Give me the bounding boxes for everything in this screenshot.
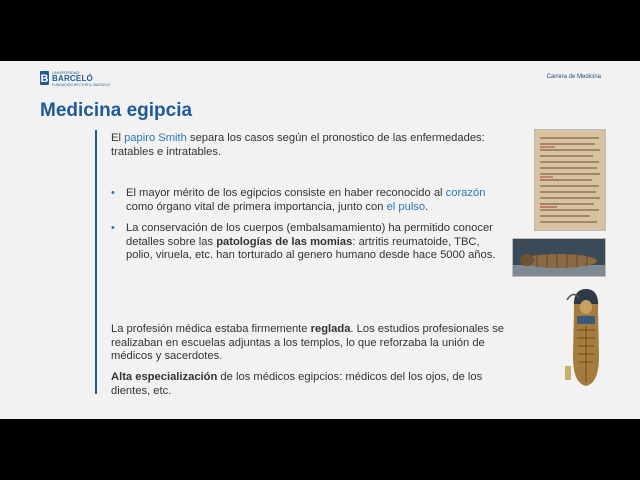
specialization-paragraph bbox=[111, 371, 516, 398]
logo-small-text: UNIVERSIDAD bbox=[52, 70, 80, 75]
text-segment: El mayor mérito de los egipcios consiste en haber reconocido al bbox=[126, 187, 446, 199]
logo-sub-text: FUNDACIÓN HÉCTOR A. BARCELÓ bbox=[52, 83, 111, 87]
highlight-papiro: papiro Smith bbox=[124, 132, 187, 144]
text-segment: de los médicos egipcios: médicos del los ojos, de los dientes, etc. bbox=[111, 371, 483, 397]
highlight-pulso: el pulso bbox=[386, 200, 426, 213]
slide bbox=[0, 61, 640, 419]
mummy-bullet bbox=[126, 222, 498, 263]
bold-especializacion: Alta especialización bbox=[111, 371, 218, 383]
section-label: Carrera de Medicina bbox=[546, 74, 601, 80]
text-segment: La conservación de los cuerpos (embalsamamiento) ha permitido conocer detalles sobre las bbox=[126, 222, 493, 248]
sarcophagus-image bbox=[565, 286, 607, 390]
bullet-marker: • bbox=[111, 187, 115, 199]
text-segment: separa los casos según el pronostico de las enfermedades: tratables e intratables. bbox=[111, 132, 485, 158]
svg-text:B: B bbox=[40, 73, 49, 85]
highlight-corazon: corazón bbox=[445, 187, 486, 199]
text-segment: El bbox=[111, 132, 125, 144]
papyrus-paragraph bbox=[111, 132, 516, 159]
accent-divider bbox=[95, 130, 97, 394]
logo-brand-text: BARCELÓ bbox=[52, 74, 93, 83]
bold-patologias: patologías de las momias bbox=[216, 235, 353, 248]
text-segment: . Los estudios profesionales se realizaban en escuelas adjuntas a los templos, lo que reforzaba la unión de médicos y sacerdotes. bbox=[111, 323, 505, 362]
papyrus-image bbox=[534, 129, 606, 231]
logo-b-icon bbox=[40, 71, 49, 85]
text-segment: La profesión médica estaba firmemente bbox=[111, 323, 311, 335]
mummy-image bbox=[512, 238, 606, 277]
profession-paragraph bbox=[111, 323, 521, 364]
text-segment: : artritis reumatoide, TBC, polio, viruela, etc. han torturado al genero humano desde hace 5000 años. bbox=[126, 235, 496, 261]
heart-bullet bbox=[126, 187, 514, 214]
university-logo bbox=[40, 70, 111, 90]
bullet-marker: • bbox=[111, 222, 115, 234]
text-segment: . bbox=[425, 200, 429, 213]
slide-title: Medicina egipcia bbox=[40, 100, 193, 121]
text-segment: como órgano vital de primera importancia, junto con bbox=[126, 200, 387, 213]
bold-reglada: reglada bbox=[310, 323, 351, 335]
